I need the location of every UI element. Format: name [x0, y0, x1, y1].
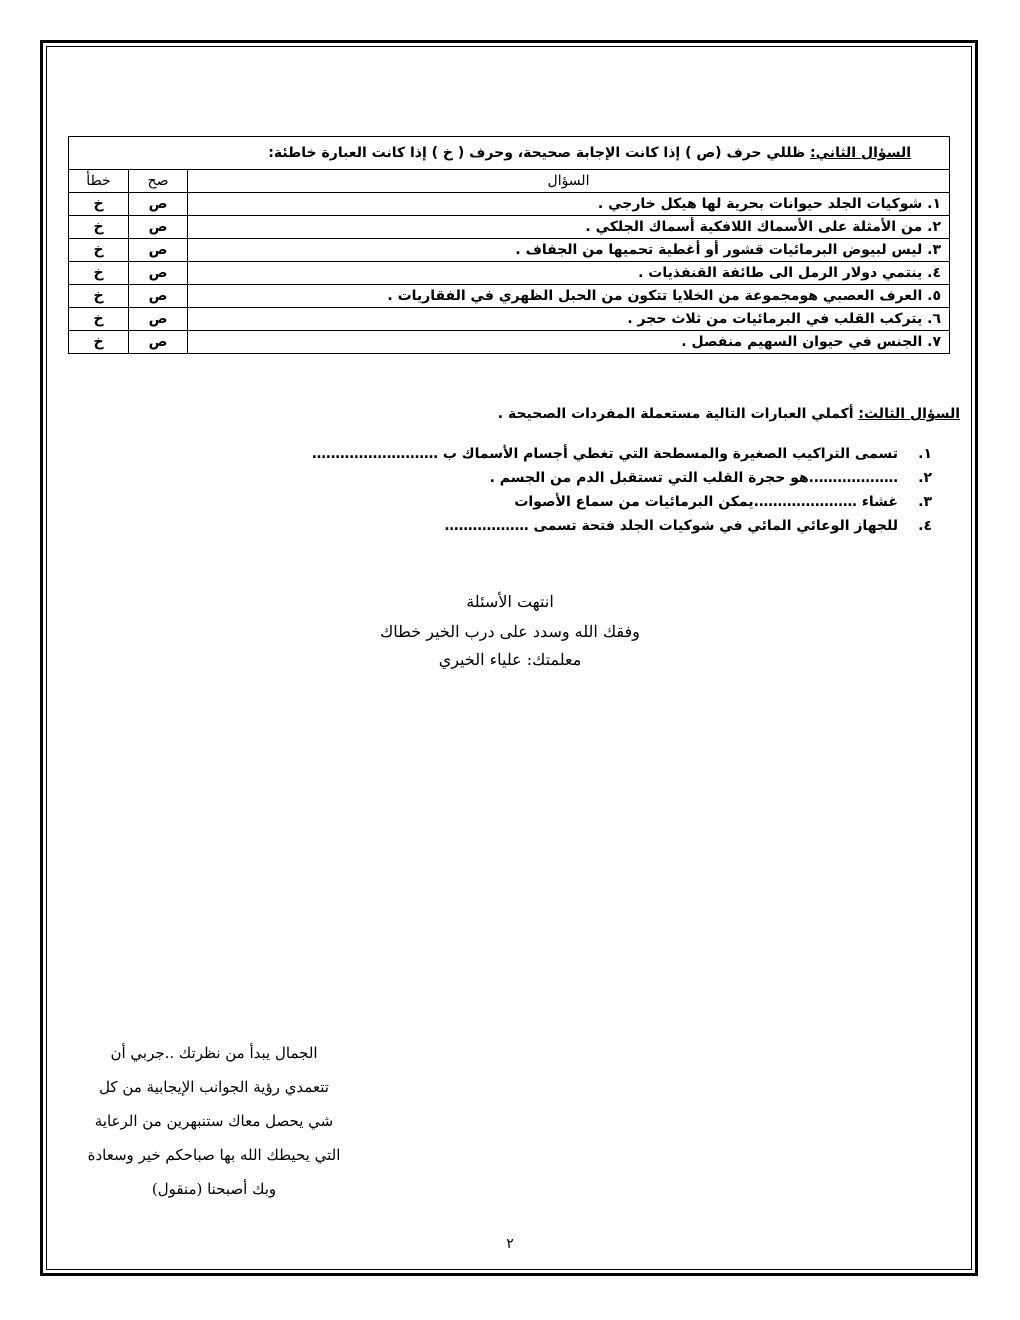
true-option[interactable]: ص — [129, 331, 188, 354]
row-question: ٦. يتركب القلب في البرمائيات من ثلاث حجر . — [188, 308, 950, 331]
table-header-row — [69, 170, 950, 193]
header-false: خطأ — [69, 170, 129, 193]
teacher-signature: معلمتك: علياء الخيري — [438, 650, 582, 669]
false-option[interactable]: خ — [69, 216, 129, 239]
row-question: ٤. ينتمي دولار الرمل الى طائفة القنفذيات . — [188, 262, 950, 285]
quote-line: الجمال يبدأ من نظرتك ..جربي أن — [110, 1044, 318, 1062]
false-option[interactable]: خ — [69, 262, 129, 285]
page-number: ٢ — [506, 1236, 514, 1252]
header-true: صح — [129, 170, 188, 193]
list-item — [312, 442, 932, 466]
question-2-label: السؤال الثاني: — [810, 145, 911, 161]
question-2-title — [69, 137, 950, 170]
quote-line: وبك أصبحنا (منقول) — [151, 1180, 277, 1198]
true-option[interactable]: ص — [129, 285, 188, 308]
row-question: ٢. من الأمثلة على الأسماك اللافكية أسماك الجلكي . — [188, 216, 950, 239]
item-text: تسمى التراكيب الصغيرة والمسطحة التي تغطي أجسام الأسماك ب ……………………… — [311, 446, 898, 462]
item-number: ٤. — [918, 518, 932, 534]
closing-line-2: وفقك الله وسدد على درب الخير خطاك — [380, 622, 640, 641]
true-option[interactable]: ص — [129, 239, 188, 262]
false-option[interactable]: خ — [69, 285, 129, 308]
table-row — [69, 216, 950, 239]
quote-line: شي يحصل معاك ستنبهرين من الرعاية — [94, 1112, 334, 1130]
motivational-quote — [78, 1036, 350, 1206]
true-option[interactable]: ص — [129, 193, 188, 216]
question-2-instructions: ظللي حرف (ص ) إذا كانت الإجابة صحيحة، وحرف ( خ ) إذا كانت العبارة خاطئة: — [268, 145, 811, 161]
false-option[interactable]: خ — [69, 331, 129, 354]
question-3-instructions: أكملي العبارات التالية مستعملة المفردات الصحيحة . — [497, 406, 859, 422]
item-text: غشاء ………………….يمكن البرمائيات من سماع الأصوات — [514, 494, 898, 510]
table-row — [69, 239, 950, 262]
true-option[interactable]: ص — [129, 308, 188, 331]
item-text: للجهاز الوعائي المائي في شوكيات الجلد فتحة تسمى ……………… — [444, 518, 898, 534]
item-number: ١. — [918, 446, 932, 462]
table-row — [69, 262, 950, 285]
true-option[interactable]: ص — [129, 216, 188, 239]
question-2-table — [68, 136, 950, 354]
closing-line-1: انتهت الأسئلة — [466, 592, 554, 611]
item-number: ٣. — [918, 494, 932, 510]
question-3-label: السؤال الثالث: — [858, 406, 960, 422]
item-number: ٢. — [918, 470, 932, 486]
item-text: ……………….هو حجرة القلب التي تستقبل الدم من الجسم . — [489, 470, 898, 486]
false-option[interactable]: خ — [69, 193, 129, 216]
header-question: السؤال — [188, 170, 950, 193]
question-3-title — [498, 406, 960, 422]
table-row — [69, 193, 950, 216]
list-item — [312, 514, 932, 538]
quote-line: تتعمدي رؤية الجوانب الإيجابية من كل — [99, 1078, 329, 1096]
row-question: ١. شوكيات الجلد حيوانات بحرية لها هيكل خارجي . — [188, 193, 950, 216]
false-option[interactable]: خ — [69, 239, 129, 262]
table-row — [69, 331, 950, 354]
list-item — [312, 466, 932, 490]
row-question: ٧. الجنس في حيوان السهيم منفصل . — [188, 331, 950, 354]
question-3-list — [312, 442, 932, 538]
table-row — [69, 285, 950, 308]
row-question: ٥. العرف العصبي هومجموعة من الخلايا تتكون من الحبل الظهري في الفقاريات . — [188, 285, 950, 308]
false-option[interactable]: خ — [69, 308, 129, 331]
table-row — [69, 308, 950, 331]
list-item — [312, 490, 932, 514]
quote-line: التي يحيطك الله بها صباحكم خير وسعادة — [87, 1146, 341, 1164]
true-option[interactable]: ص — [129, 262, 188, 285]
row-question: ٣. ليس لبيوض البرمائيات قشور أو أغطية تحميها من الجفاف . — [188, 239, 950, 262]
